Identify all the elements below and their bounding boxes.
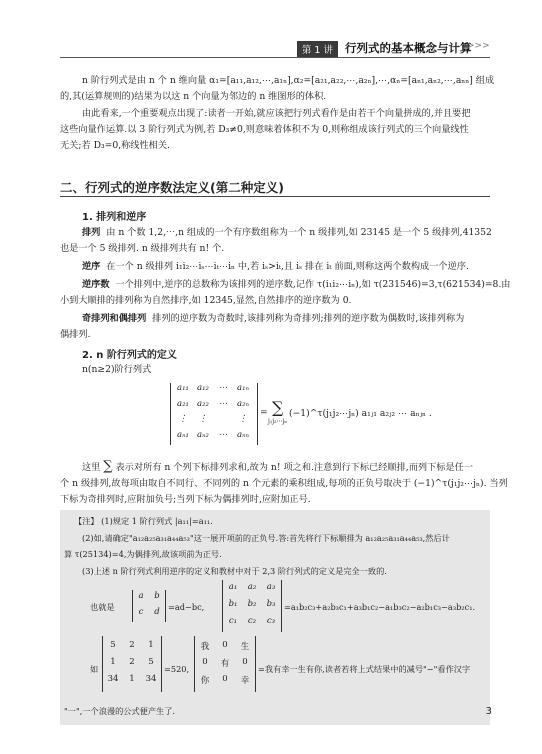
matrix-cell: ⋮ xyxy=(198,414,208,424)
matrix-cell: 0 xyxy=(222,640,228,650)
subsection-2-heading: 2. n 阶行列式的定义 xyxy=(82,350,177,361)
matrix-cell: aₙ₁ xyxy=(177,430,189,440)
matrix-cell: b₃ xyxy=(266,599,276,609)
explain-line-3: 下标为奇排列时,应附加负号;当列下标为偶排列时,应附加正号. xyxy=(60,494,311,505)
matrix-cell: 5 xyxy=(148,657,154,667)
matrix-cell: 你 xyxy=(200,676,210,686)
det-2x2 xyxy=(132,590,166,622)
matrix-cell: c₂ xyxy=(247,616,257,626)
det-chinese-result: =我有幸一生有你,读者若将上式结果中的减号"−"看作汉字 xyxy=(258,664,471,674)
invnum-line-1 xyxy=(82,277,511,292)
matrix-cell: 有 xyxy=(220,659,230,669)
matrix-cell: 0 xyxy=(202,657,208,667)
matrix-cell: 2 xyxy=(129,657,135,667)
oe-line-1 xyxy=(82,311,464,326)
perm-label: 排列 xyxy=(82,227,101,238)
example-2-label: 如 xyxy=(90,664,99,674)
matrix-cell: c₁ xyxy=(228,616,238,626)
section-rule xyxy=(60,196,490,197)
note-last-line: "一",一个浪漫的公式便产生了. xyxy=(64,706,175,716)
invnum-text-1: 一个排列中,逆序的总数称为该排列的逆序数,记作 τ(i₁i₂⋯iₙ),如 τ(231546)=3,τ(621534)=8.由 xyxy=(115,279,511,290)
n-order-determinant xyxy=(170,383,258,445)
explain-line-1 xyxy=(82,459,473,475)
perm-text-1: 由 n 个数 1,2,⋯,n 组成的一个有序数组称为一个 n 级排列,如 23145 是一个 5 级排列,41352 xyxy=(106,227,492,238)
note-2b: 算 τ(25134)=4,为偶排列,故该项前为正号. xyxy=(64,549,222,559)
matrix-cell: a₁₂ xyxy=(197,383,209,393)
matrix-cell: 幸 xyxy=(240,676,250,686)
matrix-cell: d xyxy=(154,607,160,617)
running-header xyxy=(0,40,542,58)
matrix-cell: 34 xyxy=(107,674,119,684)
header-rule xyxy=(60,57,490,58)
matrix-cell: a₁₁ xyxy=(177,383,189,393)
perm-line-1 xyxy=(82,225,492,240)
lecture-badge: 第 1 讲 xyxy=(297,41,338,57)
sum-symbol: ∑ xyxy=(272,398,284,417)
matrix-cell: c xyxy=(138,607,144,617)
matrix-cell: b₂ xyxy=(247,599,257,609)
matrix-cell: a₂ xyxy=(247,582,257,592)
matrix-cell: a₁ xyxy=(228,582,238,592)
matrix-cell: 5 xyxy=(110,640,116,650)
matrix-cell: ⋯ xyxy=(218,399,228,409)
example-label: 也就是 xyxy=(90,602,115,612)
matrix-cell: ⋯ xyxy=(218,430,228,440)
equals-sign: = xyxy=(260,407,268,418)
matrix-cell: a xyxy=(138,591,144,601)
section-heading: 二、行列式的逆序数法定义(第二种定义) xyxy=(60,180,284,195)
note-1: 【注】 (1)规定 1 阶行列式 |a₁₁|=a₁₁. xyxy=(74,516,213,526)
explain-text-1: 表示对所有 n 个列下标排列求和,故为 n! 项之和.注意到行下标已经顺排,而列下标是任一 xyxy=(115,462,474,473)
explain-lead: 这里 xyxy=(82,462,101,473)
oe-label: 奇排列和偶排列 xyxy=(82,313,147,324)
det-3x3-result: =a₁b₂c₃+a₂b₃c₁+a₃b₁c₂−a₁b₃c₂−a₂b₁c₃−a₃b₂c₁. xyxy=(284,602,476,612)
header-arrows: >>> xyxy=(467,41,490,51)
subsection-1-heading: 1. 排列和逆序 xyxy=(82,212,147,223)
intro-line-3: 由此看来,一个重要观点出现了:读者一开始,就应该把行列式看作是由若干个向量拼成的,并且要把 xyxy=(82,108,471,119)
chapter-title: 行列式的基本概念与计算 xyxy=(345,41,472,55)
matrix-cell: b₁ xyxy=(228,599,238,609)
matrix-cell: b xyxy=(154,591,160,601)
invnum-line-2: 小到大顺排的排列称为自然排序,如 12345,显然,自然排序的逆序数为 0. xyxy=(60,295,352,306)
matrix-cell: 0 xyxy=(242,657,248,667)
matrix-cell: 1 xyxy=(148,640,154,650)
oe-line-2: 偶排列. xyxy=(60,329,91,340)
intro-line-5: 无关;若 D₃=0,称线性相关. xyxy=(60,140,170,151)
intro-line-1: n 阶行列式是由 n 个 n 维向量 α₁=[a₁₁,a₁₂,⋯,a₁ₙ],α₂=[a₂₁,a₂₂,⋯,a₂ₙ],⋯,αₙ=[aₙ₁,aₙ₂,⋯,aₙₙ] 组成 xyxy=(82,75,495,86)
inv-label: 逆序 xyxy=(82,261,101,272)
definition-intro: n(n≥2)阶行列式 xyxy=(82,364,152,375)
matrix-cell: a₂₁ xyxy=(177,399,189,409)
intro-line-4: 这些向量作运算.以 3 阶行列式为例,若 D₃≠0,则意味着体积不为 0,则称组成该行列式的三个向量线性 xyxy=(60,124,469,135)
matrix-cell: a₂ₙ xyxy=(237,399,249,409)
det-numeric xyxy=(102,636,162,692)
matrix-cell: 我 xyxy=(200,642,210,652)
matrix-cell: ⋮ xyxy=(178,414,188,424)
matrix-cell: aₙ₂ xyxy=(197,430,209,440)
matrix-cell: a₁ₙ xyxy=(237,383,249,393)
intro-line-2: 的,其(运算规则的)结果为以这 n 个向量为邻边的 n 维图形的体积. xyxy=(60,91,327,102)
sum-symbol-small: ∑ xyxy=(103,459,113,474)
matrix-cell: 0 xyxy=(222,674,228,684)
formula-rhs: (−1)^τ(j₁j₂⋯jₙ) a₁ⱼ₁ a₂ⱼ₂ ⋯ aₙⱼₙ . xyxy=(289,408,432,419)
det-numeric-result: =520, xyxy=(164,664,190,674)
det-chinese xyxy=(194,636,256,692)
matrix-cell: ⋯ xyxy=(218,383,228,393)
matrix-cell: 1 xyxy=(110,657,116,667)
page-number: 3 xyxy=(485,706,492,717)
inv-text-1: 在一个 n 级排列 i₁i₂⋯iₛ⋯iₜ⋯iₙ 中,若 iₛ>iₜ,且 iₛ 排在 iₜ 前面,则称这两个数构成一个逆序. xyxy=(106,261,469,272)
matrix-cell: 2 xyxy=(129,640,135,650)
matrix-cell: a₃ xyxy=(266,582,276,592)
sum-subscript: j₁j₂⋯jₙ xyxy=(268,418,287,425)
matrix-cell: 生 xyxy=(240,642,250,652)
invnum-label: 逆序数 xyxy=(82,279,110,290)
explain-line-2: 个 n 级排列,故每项由取自不同行、不同列的 n 个元素的乘积组成,每项的正负号取决于 (−1)^τ(j₁j₂⋯jₙ). 当列 xyxy=(60,478,508,489)
matrix-cell: c₃ xyxy=(266,616,276,626)
matrix-cell: ⋮ xyxy=(238,414,248,424)
note-box xyxy=(60,510,490,725)
note-2a: (2)如,请确定"a₁₂a₂₅a₃₁a₄₄a₅₃"这一展开项前的正负号.答:首先将行下标顺排为 a₁₂a₂₅a₃₁a₄₄a₅₃,然后计 xyxy=(82,533,450,543)
matrix-cell: 1 xyxy=(129,674,135,684)
oe-text-1: 排列的逆序数为奇数时,该排列称为奇排列;排列的逆序数为偶数时,该排列称为 xyxy=(152,313,465,324)
inv-line-1 xyxy=(82,259,469,274)
note-3: (3)上述 n 阶行列式利用逆序的定义和教材中对于 2,3 阶行列式的定义是完全一致的. xyxy=(82,566,387,576)
perm-line-2: 也是一个 5 级排列. n 级排列共有 n! 个. xyxy=(60,243,225,254)
det-3x3 xyxy=(222,580,282,632)
det-2x2-result: =ad−bc, xyxy=(168,602,205,612)
matrix-cell: a₂₂ xyxy=(197,399,209,409)
matrix-cell: 34 xyxy=(145,674,157,684)
matrix-cell: aₙₙ xyxy=(237,430,249,440)
